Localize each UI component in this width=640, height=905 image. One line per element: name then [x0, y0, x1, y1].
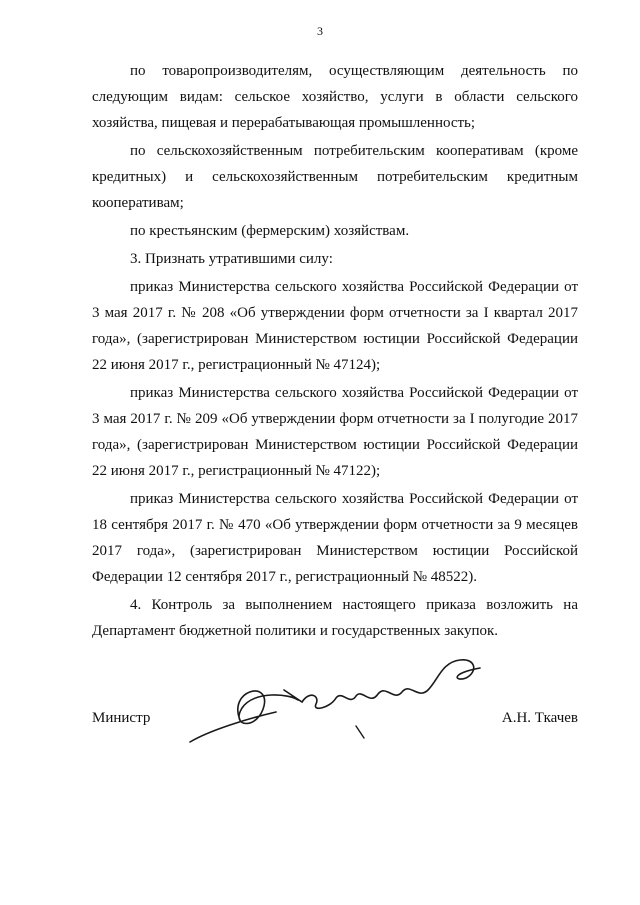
signer-role: Министр: [92, 710, 151, 726]
page-number: 3: [317, 24, 323, 38]
paragraph-order-208: приказ Министерства сельского хозяйства Российской Федерации от 3 мая 2017 г. № 208 «Об утверждении форм отчетности за I квартал 2017 года», (зарегистрирован Министерством юстиции Российской Федерации 22 июня 2017 г., регистрационный № 47124);: [92, 279, 578, 373]
paragraph-cooperatives: по сельскохозяйственным потребительским кооперативам (кроме кредитных) и сельскохозяйственным потребительским кредитным кооперативам;: [92, 143, 578, 211]
handwritten-signature-icon: [180, 650, 500, 760]
paragraph-farms: по крестьянским (фермерским) хозяйствам.: [130, 223, 410, 239]
paragraph-item-4: 4. Контроль за выполнением настоящего приказа возложить на Департамент бюджетной политики и государственных закупок.: [92, 597, 578, 639]
paragraph-producers: по товаропроизводителям, осуществляющим деятельность по следующим видам: сельское хозяйство, услуги в области сельского хозяйства, пищевая и перерабатывающая промышленность;: [92, 63, 578, 131]
document-body: [92, 58, 578, 646]
paragraph-order-209: приказ Министерства сельского хозяйства Российской Федерации от 3 мая 2017 г. № 209 «Об утверждении форм отчетности за I полугодие 2017 года», (зарегистрирован Министерством юстиции Российской Федерации 22 июня 2017 г., регистрационный № 47122);: [92, 385, 578, 479]
signature-block: [92, 700, 578, 770]
signer-name: А.Н. Ткачев: [501, 710, 578, 726]
paragraph-order-470: приказ Министерства сельского хозяйства Российской Федерации от 18 сентября 2017 г. № 470 «Об утверждении форм отчетности за 9 месяцев 2017 года», (зарегистрирован Министерством юстиции Российской Федерации 12 сентября 2017 г., регистрационный № 48522).: [92, 491, 578, 585]
paragraph-item-3: 3. Признать утратившими силу:: [130, 251, 333, 267]
